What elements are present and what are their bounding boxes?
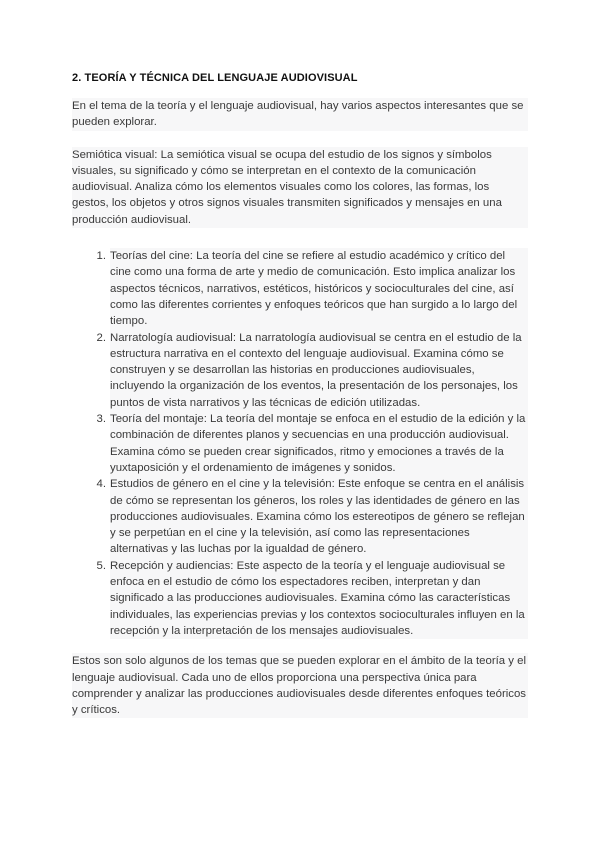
list-item-number: 2.: [96, 331, 106, 344]
intro-paragraph: En el tema de la teoría y el lenguaje audiovisual, hay varios aspectos interesantes que se pueden explorar.: [72, 98, 528, 131]
list-item-number: 3.: [96, 413, 106, 426]
semiotics-paragraph: Semiótica visual: La semiótica visual se ocupa del estudio de los signos y símbolos visuales, su significado y cómo se interpretan en el contexto de la comunicación audiovisual. Analiza cómo los elementos visuales como los colores, las formas, los gestos, los objetos y otros signos visuales transmiten significados y mensajes en una producción audiovisual.: [72, 147, 528, 228]
list-item-number: 1.: [96, 250, 106, 263]
list-item-number: 4.: [96, 478, 106, 491]
list-item: [72, 476, 528, 557]
list-item: [72, 330, 528, 411]
list-item: [72, 411, 528, 476]
list-item-text: Estudios de género en el cine y la televisión: Este enfoque se centra en el análisis de cómo se representan los géneros, los roles y las identidades de género en las producciones audiovisuales. Examina cómo los estereotipos de género se reflejan y se perpetúan en el cine y la televisión, así como las representaciones alternativas y las luchas por la igualdad de género.: [110, 476, 528, 557]
list-item: [72, 248, 528, 329]
list-item: [72, 558, 528, 639]
spacer: [72, 228, 528, 248]
list-item-number: 5.: [96, 559, 106, 572]
spacer: [72, 131, 528, 147]
spacer: [72, 639, 528, 653]
topics-list: [72, 248, 528, 639]
section-heading: 2. TEORÍA Y TÉCNICA DEL LENGUAJE AUDIOVISUAL: [72, 72, 358, 84]
list-item-text: Teoría del montaje: La teoría del montaje se enfoca en el estudio de la edición y la combinación de diferentes planos y secuencias en una producción audiovisual. Examina cómo se pueden crear significados, ritmo y emociones a través de la yuxtaposición y el ordenamiento de imágenes y sonidos.: [110, 411, 528, 476]
list-item-text: Recepción y audiencias: Este aspecto de la teoría y el lenguaje audiovisual se enfoca en el estudio de cómo los espectadores reciben, interpretan y dan significado a las producciones audiovisuales. Examina cómo las características individuales, las experiencias previas y los contextos socioculturales influyen en la recepción y la interpretación de los mensajes audiovisuales.: [110, 558, 528, 639]
list-item-text: Teorías del cine: La teoría del cine se refiere al estudio académico y crítico del cine como una forma de arte y medio de comunicación. Esto implica analizar los aspectos técnicos, narrativos, estéticos, históricos y socioculturales del cine, así como las diferentes corrientes y enfoques teóricos que han surgido a lo largo del tiempo.: [110, 248, 528, 329]
conclusion-paragraph: Estos son solo algunos de los temas que se pueden explorar en el ámbito de la teoría y el lenguaje audiovisual. Cada uno de ellos proporciona una perspectiva única para comprender y analizar las producciones audiovisuales desde diferentes enfoques teóricos y críticos.: [72, 653, 528, 718]
list-item-text: Narratología audiovisual: La narratología audiovisual se centra en el estudio de la estructura narrativa en el contexto del lenguaje audiovisual. Examina cómo se construyen y se desarrollan las historias en producciones audiovisuales, incluyendo la organización de los eventos, la presentación de los personajes, los puntos de vista narrativos y las técnicas de edición utilizadas.: [110, 330, 528, 411]
document-page: [72, 70, 528, 718]
